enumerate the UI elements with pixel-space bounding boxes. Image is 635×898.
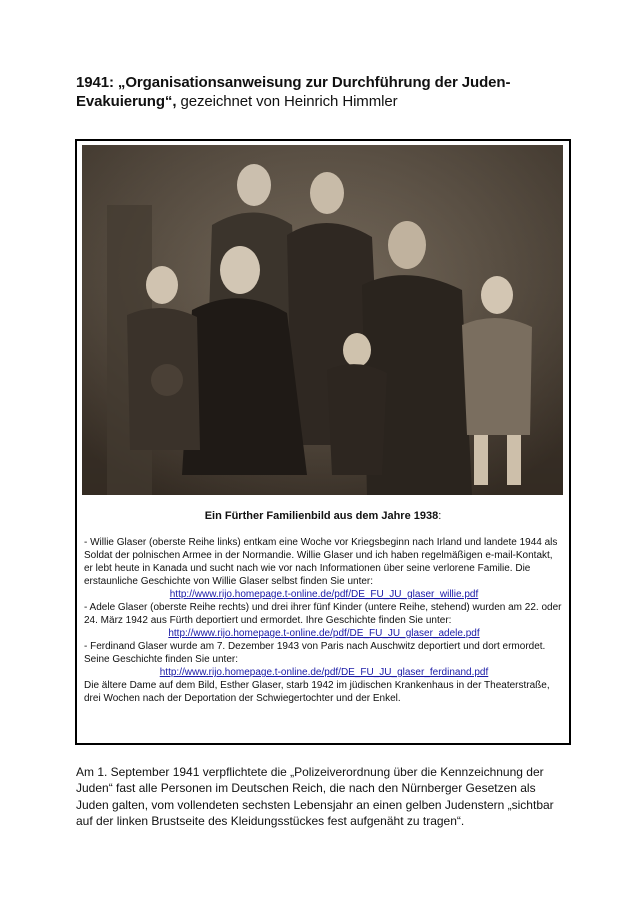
family-photo [82,145,563,495]
link-adele[interactable]: http://www.rijo.homepage.t-online.de/pdf/DE_FU_JU_glaser_adele.pdf [168,628,480,639]
link-willie[interactable]: http://www.rijo.homepage.t-online.de/pdf/DE_FU_JU_glaser_willie.pdf [169,589,479,600]
heading-bold: 1941: „Organisationsanweisung zur Durchführung der Juden-Evakuierung“, [76,74,511,110]
caption-title [80,509,566,523]
caption-willie: - Willie Glaser (oberste Reihe links) entkam eine Woche vor Kriegsbeginn nach Irland und landete 1944 als Soldat der polnischen Armee in der Normandie. Willie Glaser und ich haben regelmäßigen e-mail-Kontakt, er lebt heute in Kanada und sucht nach wie vor nach Informationen über seine verlorene Familie. Die erstaunliche Geschichte von Willie Glaser selbst finden Sie unter: [84,537,558,587]
caption-esther: Die ältere Dame auf dem Bild, Esther Glaser, starb 1942 im jüdischen Krankenhaus in der Theaterstraße, drei Wochen nach der Deportation der Schwiegertochter und der Enkel. [84,680,550,704]
caption-adele: - Adele Glaser (oberste Reihe rechts) und drei ihrer fünf Kinder (untere Reihe, stehend) wurden am 22. oder 24. März 1942 aus Fürth deportiert und ermordet. Ihre Geschichte finden Sie unter: [84,602,562,626]
heading-normal: gezeichnet von Heinrich Himmler [176,93,398,110]
page-heading [76,73,576,111]
link-ferdinand[interactable]: http://www.rijo.homepage.t-online.de/pdf/DE_FU_JU_glaser_ferdinand.pdf [159,667,489,678]
caption-ferdinand: - Ferdinand Glaser wurde am 7. Dezember 1943 von Paris nach Auschwitz deportiert und dort ermordet. Seine Geschichte finden Sie unter: [84,641,546,665]
caption-title-text: Ein Fürther Familienbild aus dem Jahre 1938 [204,510,439,522]
caption-title-colon: : [438,510,442,522]
caption-block [84,536,564,705]
body-paragraph: Am 1. September 1941 verpflichtete die „Polizeiverordnung über die Kennzeichnung der Juden“ fast alle Personen im Deutschen Reich, die nach den Nürnberger Gesetzen als Juden galten, vom vollendeten sechsten Lebensjahr an einen gelben Judenstern „sichtbar auf der linken Brustseite des Kleidungsstückes fest aufgenäht zu tragen“. [76,765,554,828]
family-photo-illustration [82,145,563,495]
